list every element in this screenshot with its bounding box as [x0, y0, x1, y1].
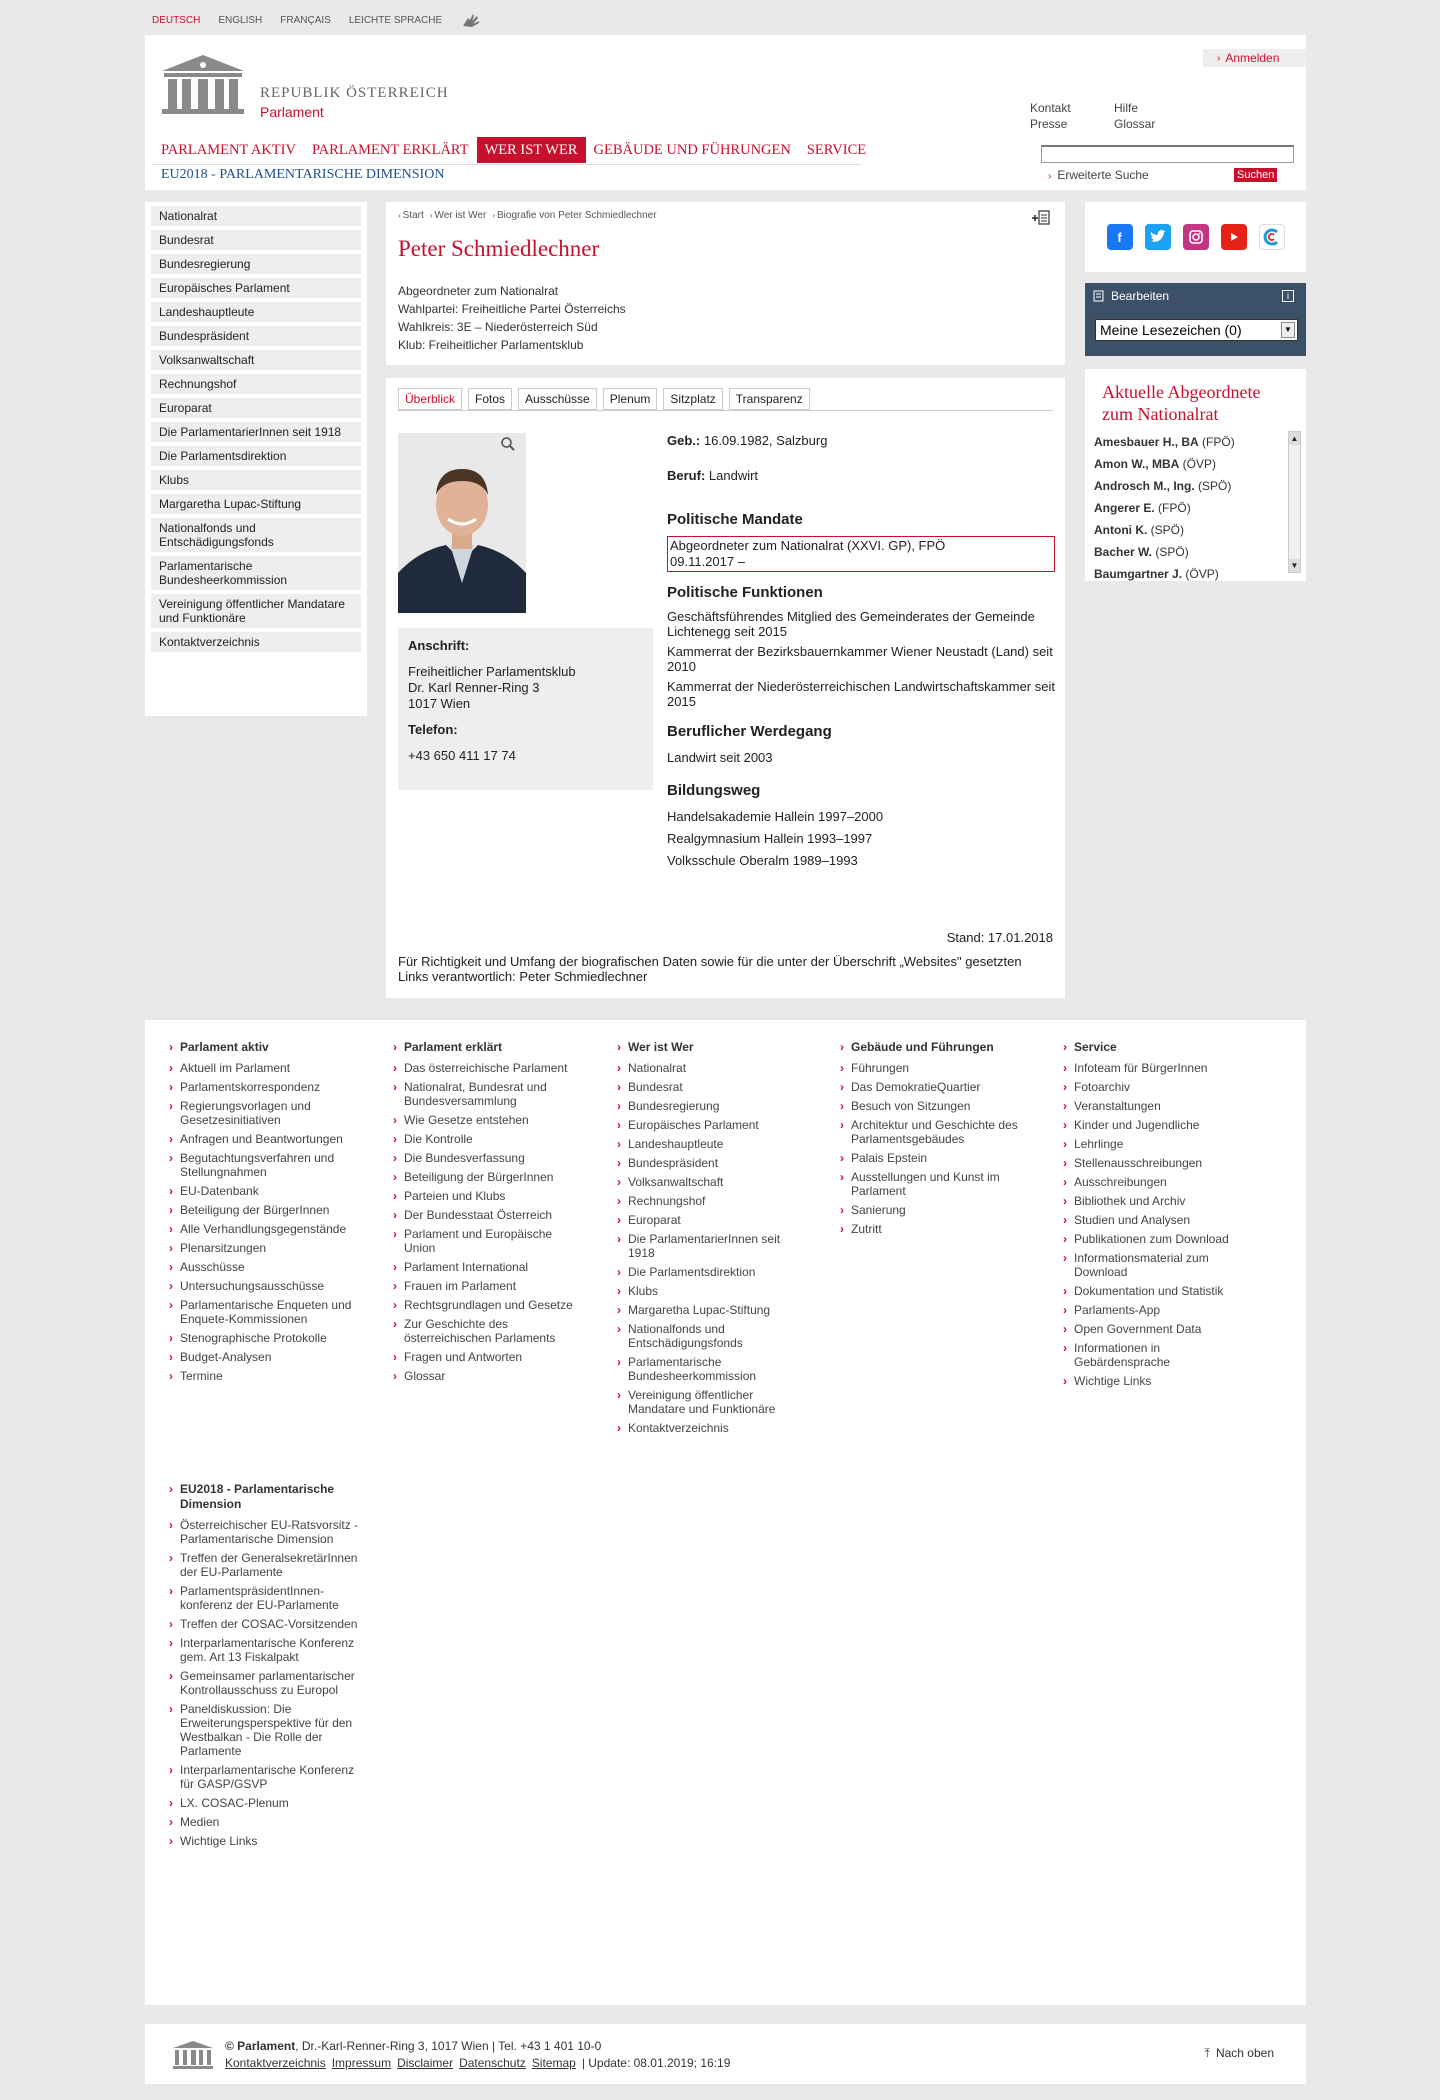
instagram-icon[interactable] — [1183, 224, 1209, 250]
footer-col-parlament-erklaert — [391, 1040, 581, 1388]
lang-francais[interactable]: FRANÇAIS — [280, 14, 331, 26]
footer-link[interactable]: › Parteien und Klubs — [391, 1189, 581, 1203]
language-bar — [152, 12, 482, 28]
breadcrumb-wer-ist-wer[interactable] — [430, 210, 487, 221]
youtube-icon[interactable] — [1221, 224, 1247, 250]
footer-link[interactable]: › Nationalrat, Bundesrat und Bundesversammlung — [391, 1080, 581, 1108]
current-mps-title — [1102, 381, 1260, 425]
mp-name: Bacher W. — [1094, 545, 1153, 559]
footer-link[interactable]: › Parlament International — [391, 1260, 581, 1274]
last-updated: Stand: 17.01.2018 — [946, 930, 1053, 945]
bookmarks-select[interactable] — [1095, 319, 1298, 341]
mp-party: (SPÖ) — [1150, 523, 1185, 537]
nav-service[interactable]: SERVICE — [806, 142, 867, 158]
footer-heading[interactable]: › Service — [1061, 1040, 1251, 1055]
scroll-down-icon[interactable]: ▼ — [1290, 561, 1299, 570]
info-icon[interactable]: i — [1282, 290, 1294, 302]
person-header — [386, 202, 1065, 365]
address-value — [408, 664, 643, 712]
footer-link[interactable]: › Das DemokratieQuartier — [838, 1080, 1028, 1094]
sidebar-item-klubs[interactable]: Klubs — [151, 470, 361, 490]
nav-gebaeude-fuehrungen[interactable]: GEBÄUDE UND FÜHRUNGEN — [593, 142, 791, 158]
sidebar-item-bundesrat[interactable]: Bundesrat — [151, 230, 361, 250]
person-party: Wahlpartei: Freiheitliche Partei Österreichs — [398, 302, 626, 316]
chevron-right-icon: › — [1048, 171, 1052, 182]
link-kontakt[interactable]: Kontakt — [1030, 101, 1071, 115]
search-button[interactable]: Suchen — [1234, 168, 1277, 182]
birth-value: 16.09.1982, Salzburg — [703, 433, 828, 448]
footer-link[interactable]: › Zur Geschichte des österreichischen Parlaments — [391, 1317, 581, 1345]
portrait-photo[interactable] — [398, 433, 526, 613]
mandates-heading: Politische Mandate — [667, 511, 803, 528]
footer-link[interactable]: › Die ParlamentarierInnen seit 1918 — [615, 1232, 805, 1260]
footer-link[interactable]: › Frauen im Parlament — [391, 1279, 581, 1293]
footer-link[interactable]: › Stenographische Protokolle — [167, 1331, 357, 1345]
lang-deutsch[interactable]: DEUTSCH — [152, 14, 201, 26]
footer-link[interactable]: › Parlamentarische Enqueten und Enquete-Kommissionen — [167, 1298, 357, 1326]
edit-icon — [1093, 290, 1105, 302]
sidebar-item-nationalfonds[interactable]: Nationalfonds und Entschädigungsfonds — [151, 518, 361, 552]
zoom-icon[interactable] — [500, 436, 516, 452]
mp-party: (FPÖ) — [1158, 501, 1191, 515]
nav-divider — [151, 164, 861, 165]
footer-link[interactable]: › Parlamentarische Bundesheerkommission — [615, 1355, 805, 1383]
footer-link[interactable]: › Anfragen und Beantwortungen — [167, 1132, 357, 1146]
job-label: Beruf: — [667, 468, 706, 483]
footer-link[interactable]: › Bundesrat — [615, 1080, 805, 1094]
scroll-up-icon[interactable]: ▲ — [1290, 434, 1299, 443]
address-line: Freiheitlicher Parlamentsklub — [408, 664, 576, 679]
mp-party: (SPÖ) — [1198, 479, 1232, 493]
footer-address — [225, 2039, 601, 2053]
bookmarks-select-value: Meine Lesezeichen (0) — [1100, 322, 1242, 338]
footer-link[interactable]: › Wie Gesetze entstehen — [391, 1113, 581, 1127]
biography-panel — [386, 378, 1065, 998]
footer-link[interactable]: › Palais Epstein — [838, 1151, 1028, 1165]
footer-link-kontaktverzeichnis[interactable]: Kontaktverzeichnis — [225, 2056, 326, 2070]
footer-link[interactable]: › Rechnungshof — [615, 1194, 805, 1208]
tab-ueberblick[interactable]: Überblick — [398, 388, 462, 410]
footer-link[interactable]: › Interparlamentarische Konferenz gem. Art 13 Fiskalpakt — [167, 1636, 367, 1664]
footer-link[interactable]: › Ausschreibungen — [1061, 1175, 1251, 1189]
footer-link[interactable]: › Alle Verhandlungsgegenstände — [167, 1222, 357, 1236]
education-item: Volksschule Oberalm 1989–1993 — [667, 853, 858, 868]
footer-link[interactable]: › Nationalrat — [615, 1061, 805, 1075]
footer-link[interactable]: › Infoteam für BürgerInnen — [1061, 1061, 1251, 1075]
person-summary — [398, 282, 626, 354]
logo-subtitle: Parlament — [260, 104, 324, 120]
sidebar-item-europaeisches-parlament[interactable]: Europäisches Parlament — [151, 278, 361, 298]
mp-list — [1094, 431, 1284, 581]
chevron-right-icon: › — [1217, 52, 1221, 64]
education-item: Handelsakademie Hallein 1997–2000 — [667, 809, 884, 824]
mp-name: Amesbauer H., BA — [1094, 435, 1199, 449]
footer-link[interactable]: › Zutritt — [838, 1222, 1028, 1236]
login-button[interactable] — [1203, 49, 1306, 67]
footer-link[interactable]: › Parlament und Europäische Union — [391, 1227, 581, 1255]
sidebar-item-vereinigung[interactable]: Vereinigung öffentlicher Mandatare und Funktionäre — [151, 594, 361, 628]
list-item[interactable] — [1094, 541, 1284, 563]
mandate-item[interactable] — [667, 536, 1055, 572]
nav-parlament-aktiv[interactable]: PARLAMENT AKTIV — [161, 142, 296, 158]
list-item[interactable] — [1094, 519, 1284, 541]
footer-link[interactable]: › Regierungsvorlagen und Gesetzesinitiativen — [167, 1099, 357, 1127]
nav-parlament-erklaert[interactable]: PARLAMENT ERKLÄRT — [311, 142, 469, 158]
address-label: Anschrift: — [408, 638, 470, 653]
footer-link[interactable]: › Treffen der GeneralsekretärInnen der EU-Parlamente — [167, 1551, 367, 1579]
chevron-right-icon: › — [398, 211, 401, 220]
footer-link[interactable]: › Beteiligung der BürgerInnen — [391, 1170, 581, 1184]
footer-link[interactable]: › Europarat — [615, 1213, 805, 1227]
add-bookmark-icon[interactable] — [1031, 210, 1051, 226]
footer-link[interactable]: › Die Kontrolle — [391, 1132, 581, 1146]
footer-link[interactable]: › Parlamentskorrespondenz — [167, 1080, 357, 1094]
birth-label: Geb.: — [667, 433, 701, 448]
footer-link[interactable]: › Margaretha Lupac-Stiftung — [615, 1303, 805, 1317]
site-header — [145, 35, 1306, 190]
bookmarks-title: Bearbeiten — [1111, 289, 1170, 303]
chevron-right-icon: › — [429, 211, 433, 220]
social-links — [1085, 202, 1306, 272]
chevron-down-icon: ▼ — [1281, 322, 1295, 338]
parliament-logo-icon[interactable] — [158, 53, 248, 115]
birth-row — [667, 433, 1055, 448]
footer-link[interactable]: › Bundespräsident — [615, 1156, 805, 1170]
footer-link[interactable]: › Open Government Data — [1061, 1322, 1251, 1336]
current-mps-title-line: zum Nationalrat — [1102, 404, 1219, 424]
nav-wer-ist-wer[interactable]: WER IST WER — [477, 137, 586, 163]
function-item: Geschäftsführendes Mitglied des Gemeinderates der Gemeinde Lichtenegg seit 2015 — [667, 609, 1035, 639]
sidebar-item-nationalrat[interactable]: Nationalrat — [151, 206, 361, 226]
sidebar-item-bundesheerkommission[interactable]: Parlamentarische Bundesheerkommission — [151, 556, 361, 590]
footer-link[interactable]: › Kontaktverzeichnis — [615, 1421, 805, 1435]
link-glossar[interactable]: Glossar — [1114, 117, 1156, 131]
list-item[interactable] — [1094, 453, 1284, 475]
top-links — [1030, 101, 1194, 131]
mp-list-scrollbar[interactable] — [1288, 431, 1301, 573]
career-item: Landwirt seit 2003 — [667, 750, 773, 765]
person-role: Abgeordneter zum Nationalrat — [398, 284, 559, 298]
advanced-search-label: Erweiterte Suche — [1057, 168, 1149, 182]
footer-link[interactable]: › Lehrlinge — [1061, 1137, 1251, 1151]
phone-label: Telefon: — [408, 722, 458, 737]
mp-name: Antoni K. — [1094, 523, 1148, 537]
footer-heading[interactable]: › Wer ist Wer — [615, 1040, 805, 1055]
footer-link[interactable]: › Informationen in Gebärdensprache — [1061, 1341, 1251, 1369]
footer-link[interactable]: › Medien — [167, 1815, 367, 1829]
list-item[interactable] — [1094, 431, 1284, 453]
footer-col-service — [1061, 1040, 1251, 1393]
footer-link[interactable]: › Glossar — [391, 1369, 581, 1383]
footer-link[interactable]: › Landeshauptleute — [615, 1137, 805, 1151]
footer-link[interactable]: › Wichtige Links — [1061, 1374, 1251, 1388]
phone-value: +43 650 411 17 74 — [408, 748, 516, 763]
footer-link[interactable]: › Österreichischer EU-Ratsvorsitz - Parlamentarische Dimension — [167, 1518, 367, 1546]
career-heading: Beruflicher Werdegang — [667, 723, 832, 740]
person-club: Klub: Freiheitlicher Parlamentsklub — [398, 338, 584, 352]
footer-link[interactable]: › Begutachtungsverfahren und Stellungnahmen — [167, 1151, 357, 1179]
footer-link[interactable]: › Volksanwaltschaft — [615, 1175, 805, 1189]
footer-link[interactable]: › Bundesregierung — [615, 1099, 805, 1113]
footer-link[interactable]: › Dokumentation und Statistik — [1061, 1284, 1251, 1298]
footer-col-gebaeude — [838, 1040, 1028, 1241]
advanced-search-link[interactable] — [1048, 168, 1149, 182]
breadcrumb-label: Wer ist Wer — [434, 210, 487, 221]
breadcrumb — [398, 210, 657, 221]
mp-name: Amon W., MBA — [1094, 457, 1180, 471]
footer-link[interactable]: › Interparlamentarische Konferenz für GASP/GSVP — [167, 1763, 367, 1791]
mandate-date: 09.11.2017 – — [670, 554, 745, 569]
footer-link[interactable]: › Aktuell im Parlament — [167, 1061, 357, 1075]
footer-links — [225, 2056, 730, 2070]
person-constituency: Wahlkreis: 3E – Niederösterreich Süd — [398, 320, 598, 334]
footer-link[interactable]: › Termine — [167, 1369, 357, 1383]
current-mps-title-line: Aktuelle Abgeordnete — [1102, 382, 1261, 402]
footer-link[interactable]: › Beteiligung der BürgerInnen — [167, 1203, 357, 1217]
breadcrumb-current — [492, 210, 656, 221]
footer-link[interactable]: › Fotoarchiv — [1061, 1080, 1251, 1094]
footer-link[interactable]: › Gemeinsamer parlamentarischer Kontrollausschuss zu Europol — [167, 1669, 367, 1697]
footer-heading[interactable]: › Gebäude und Führungen — [838, 1040, 1028, 1055]
sidebar-item-parlamentsdirektion[interactable]: Die Parlamentsdirektion — [151, 446, 361, 466]
address-line: 1017 Wien — [408, 696, 471, 711]
sidebar-item-europarat[interactable]: Europarat — [151, 398, 361, 418]
search-input[interactable] — [1041, 145, 1294, 163]
main-nav — [153, 137, 874, 163]
tab-fotos[interactable]: Fotos — [468, 388, 512, 410]
bookmarks-panel — [1085, 283, 1306, 356]
nav-eu2018[interactable]: EU2018 - PARLAMENTARISCHE DIMENSION — [161, 167, 445, 182]
tab-ausschuesse[interactable]: Ausschüsse — [518, 388, 597, 410]
link-presse[interactable]: Presse — [1030, 117, 1068, 131]
footer-link[interactable]: › Informationsmaterial zum Download — [1061, 1251, 1251, 1279]
sign-language-icon[interactable] — [460, 12, 482, 28]
footer-link-impressum[interactable]: Impressum — [331, 2056, 392, 2070]
footer-link[interactable]: › Der Bundesstaat Österreich — [391, 1208, 581, 1222]
footer-link[interactable]: › ParlamentspräsidentInnen-konferenz der EU-Parlamente — [167, 1584, 367, 1612]
list-item[interactable] — [1094, 475, 1284, 497]
footer-link[interactable]: › Ausschüsse — [167, 1260, 357, 1274]
tab-transparenz[interactable]: Transparenz — [729, 388, 810, 410]
mandate-title: Abgeordneter zum Nationalrat (XXVI. GP), FPÖ — [670, 538, 946, 553]
job-value: Landwirt — [708, 468, 759, 483]
contact-box — [398, 628, 653, 790]
page-footer — [145, 2024, 1306, 2084]
mp-party: (FPÖ) — [1202, 435, 1235, 449]
chevron-right-icon: › — [492, 211, 495, 220]
list-item[interactable] — [1094, 497, 1284, 519]
footer-heading[interactable]: › EU2018 - Parlamentarische Dimension — [167, 1482, 367, 1512]
sidebar-item-lupac-stiftung[interactable]: Margaretha Lupac-Stiftung — [151, 494, 361, 514]
footer-link[interactable]: › Treffen der COSAC-Vorsitzenden — [167, 1617, 367, 1631]
back-to-top-link[interactable] — [1205, 2046, 1274, 2061]
footer-link[interactable]: › Paneldiskussion: Die Erweiterungsperspektive für den Westbalkan - Die Rolle der Parlamente — [167, 1702, 367, 1758]
education-heading: Bildungsweg — [667, 782, 761, 799]
footer-link[interactable]: › Europäisches Parlament — [615, 1118, 805, 1132]
breadcrumb-label: Start — [402, 210, 424, 221]
parliament-logo-icon[interactable] — [171, 2040, 215, 2070]
footer-link[interactable]: › Besuch von Sitzungen — [838, 1099, 1028, 1113]
lang-leichte-sprache[interactable]: LEICHTE SPRACHE — [348, 14, 443, 26]
back-to-top-label: Nach oben — [1215, 2046, 1274, 2060]
footer-link[interactable]: › Das österreichische Parlament — [391, 1061, 581, 1075]
job-row — [667, 468, 1055, 483]
footer-link[interactable]: › LX. COSAC-Plenum — [167, 1796, 367, 1810]
sidebar-item-parlamentarierinnen[interactable]: Die ParlamentarierInnen seit 1918 — [151, 422, 361, 442]
mp-party: (SPÖ) — [1155, 545, 1189, 559]
page-title: Peter Schmiedlechner — [398, 236, 600, 261]
footer-link[interactable]: › Klubs — [615, 1284, 805, 1298]
footer-link[interactable]: › Parlaments-App — [1061, 1303, 1251, 1317]
footer-link[interactable]: › Führungen — [838, 1061, 1028, 1075]
footer-link[interactable]: › Sanierung — [838, 1203, 1028, 1217]
footer-col-parlament-aktiv — [167, 1040, 357, 1388]
footer-heading[interactable]: › Parlament erklärt — [391, 1040, 581, 1055]
footer-link[interactable]: › Wichtige Links — [167, 1834, 367, 1848]
sidebar-item-volksanwaltschaft[interactable]: Volksanwaltschaft — [151, 350, 361, 370]
footer-link[interactable]: › Rechtsgrundlagen und Gesetze — [391, 1298, 581, 1312]
footer-link-sitemap[interactable]: Sitemap — [531, 2056, 576, 2070]
footer-link[interactable]: › Fragen und Antworten — [391, 1350, 581, 1364]
footer-link[interactable]: › Studien und Analysen — [1061, 1213, 1251, 1227]
function-item: Kammerrat der Niederösterreichischen Landwirtschaftskammer seit 2015 — [667, 679, 1055, 709]
mp-name: Androsch M., Ing. — [1094, 479, 1195, 493]
breadcrumb-start[interactable] — [398, 210, 424, 221]
disclaimer-text: Für Richtigkeit und Umfang der biografischen Daten sowie für die unter der Überschrift „Websites" gesetzten Links verantwortlich: Peter Schmiedlechner — [398, 954, 1022, 984]
mp-name: Angerer E. — [1094, 501, 1155, 515]
tab-divider — [398, 410, 1053, 411]
footer-link[interactable]: › EU-Datenbank — [167, 1184, 357, 1198]
login-label: Anmelden — [1225, 51, 1280, 65]
breadcrumb-label: Biografie von Peter Schmiedlechner — [497, 210, 657, 221]
footer-sitemap — [145, 1020, 1306, 2005]
footer-link[interactable]: › Untersuchungsausschüsse — [167, 1279, 357, 1293]
functions-heading: Politische Funktionen — [667, 584, 823, 601]
footer-link[interactable]: › Kinder und Jugendliche — [1061, 1118, 1251, 1132]
footer-link[interactable]: › Vereinigung öffentlicher Mandatare und Funktionäre — [615, 1388, 805, 1416]
footer-link[interactable]: › Budget-Analysen — [167, 1350, 357, 1364]
biography-details — [667, 433, 1055, 873]
footer-col-wer-ist-wer — [615, 1040, 805, 1440]
sidebar — [145, 202, 367, 716]
footer-org: © Parlament — [225, 2039, 296, 2053]
arrow-up-icon: ⤒ — [1204, 2046, 1210, 2060]
twitter-icon[interactable] — [1145, 224, 1171, 250]
logo-title: REPUBLIK ÖSTERREICH — [260, 85, 449, 101]
sidebar-item-landeshauptleute[interactable]: Landeshauptleute — [151, 302, 361, 322]
function-item: Kammerrat der Bezirksbauernkammer Wiener Neustadt (Land) seit 2010 — [667, 644, 1053, 674]
footer-link[interactable]: › Die Parlamentsdirektion — [615, 1265, 805, 1279]
footer-heading[interactable]: › Parlament aktiv — [167, 1040, 357, 1055]
link-hilfe[interactable]: Hilfe — [1114, 101, 1139, 115]
education-item: Realgymnasium Hallein 1993–1997 — [667, 831, 873, 846]
footer-link[interactable]: › Stellenausschreibungen — [1061, 1156, 1251, 1170]
footer-link[interactable]: › Publikationen zum Download — [1061, 1232, 1251, 1246]
tab-bar — [398, 388, 810, 410]
footer-link[interactable]: › Bibliothek und Archiv — [1061, 1194, 1251, 1208]
footer-update: | Update: 08.01.2019; 16:19 — [581, 2056, 731, 2070]
tab-sitzplatz[interactable]: Sitzplatz — [663, 388, 722, 410]
mp-party: (ÖVP) — [1182, 457, 1217, 471]
list-item[interactable] — [1094, 563, 1284, 585]
mp-party: (ÖVP) — [1185, 567, 1219, 581]
footer-link[interactable]: › Ausstellungen und Kunst im Parlament — [838, 1170, 1028, 1198]
footer-link[interactable]: › Die Bundesverfassung — [391, 1151, 581, 1165]
sidebar-item-bundesregierung[interactable]: Bundesregierung — [151, 254, 361, 274]
footer-address-text: , Dr.-Karl-Renner-Ring 3, 1017 Wien | Tel. +43 1 401 10-0 — [295, 2039, 602, 2053]
current-mps-panel — [1085, 369, 1306, 581]
footer-link[interactable]: › Nationalfonds und Entschädigungsfonds — [615, 1322, 805, 1350]
mediathek-icon[interactable] — [1259, 224, 1285, 250]
sidebar-item-rechnungshof[interactable]: Rechnungshof — [151, 374, 361, 394]
sidebar-item-kontaktverzeichnis[interactable]: Kontaktverzeichnis — [151, 632, 361, 652]
lang-english[interactable]: ENGLISH — [218, 14, 263, 26]
address-line: Dr. Karl Renner-Ring 3 — [408, 680, 540, 695]
sidebar-item-bundespraesident[interactable]: Bundespräsident — [151, 326, 361, 346]
footer-link[interactable]: › Architektur und Geschichte des Parlamentsgebäudes — [838, 1118, 1028, 1146]
facebook-icon[interactable]: f — [1107, 224, 1133, 250]
tab-plenum[interactable]: Plenum — [603, 388, 658, 410]
logo-text[interactable] — [260, 85, 449, 120]
footer-link[interactable]: › Veranstaltungen — [1061, 1099, 1251, 1113]
footer-link[interactable]: › Plenarsitzungen — [167, 1241, 357, 1255]
footer-col-eu2018 — [167, 1482, 367, 1853]
mp-name: Baumgartner J. — [1094, 567, 1183, 581]
bookmarks-header — [1093, 289, 1298, 303]
footer-link-datenschutz[interactable]: Datenschutz — [459, 2056, 526, 2070]
footer-link-disclaimer[interactable]: Disclaimer — [397, 2056, 454, 2070]
